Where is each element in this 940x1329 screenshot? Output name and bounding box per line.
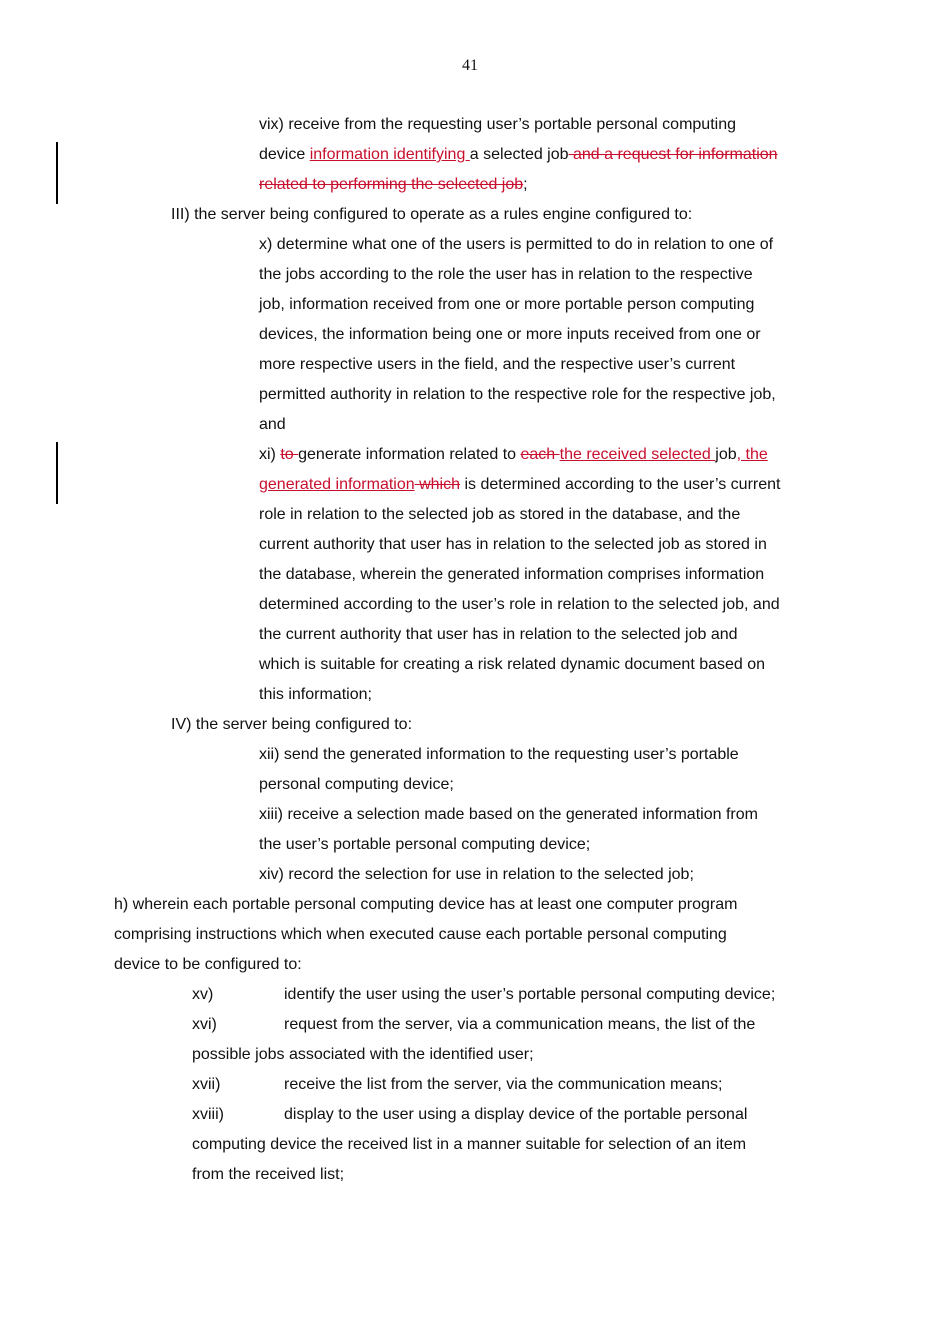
- deleted-text: related to performing the selected job: [259, 176, 524, 193]
- deleted-text: which: [414, 476, 461, 493]
- clause-xi-line: [259, 445, 768, 465]
- text: xi): [259, 446, 281, 463]
- clause-xv: [192, 985, 775, 1005]
- clause-x-line: devices, the information being one or more inputs received from one or: [259, 326, 761, 343]
- clause-h-line: comprising instructions which when executed cause each portable personal computing: [114, 926, 727, 943]
- clause-x-line: the jobs according to the role the user has in relation to the respective: [259, 266, 753, 283]
- text: is determined according to the user’s current: [460, 476, 781, 493]
- clause-x-line: more respective users in the field, and the respective user’s current: [259, 356, 736, 373]
- deleted-text: and a request for information: [568, 146, 778, 163]
- clause-text: request from the server, via a communication means, the list of the: [284, 1016, 756, 1033]
- clause-x-line: and: [259, 416, 286, 433]
- clause-text: identify the user using the user’s portable personal computing device;: [284, 986, 776, 1003]
- clause-xvii: [192, 1075, 722, 1095]
- clause-xii-line: xii) send the generated information to the requesting user’s portable: [259, 746, 739, 763]
- clause-III: III) the server being configured to operate as a rules engine configured to:: [171, 206, 693, 223]
- clause-xvi: [192, 1015, 755, 1035]
- clause-xviii-cont: from the received list;: [192, 1166, 345, 1183]
- clause-xi-line: [259, 475, 780, 495]
- inserted-text: , the: [736, 446, 768, 463]
- text: ;: [523, 176, 528, 193]
- clause-xi-line: the current authority that user has in relation to the selected job and: [259, 626, 738, 643]
- inserted-text: the received selected: [559, 446, 716, 463]
- page-number: 41: [462, 57, 478, 74]
- clause-xiii-line: the user’s portable personal computing device;: [259, 836, 591, 853]
- clause-xviii-cont: computing device the received list in a manner suitable for selection of an item: [192, 1136, 747, 1153]
- clause-xi-line: determined according to the user’s role in relation to the selected job, and: [259, 596, 780, 613]
- clause-text: display to the user using a display device of the portable personal: [284, 1106, 748, 1123]
- text: job: [715, 446, 737, 463]
- text: a selected job: [469, 146, 569, 163]
- inserted-text: generated information: [259, 476, 415, 493]
- deleted-text: to: [280, 446, 299, 463]
- clause-vix-line: [259, 145, 778, 165]
- clause-vix-line: vix) receive from the requesting user’s portable personal computing: [259, 116, 736, 133]
- clause-label: xv): [192, 986, 214, 1003]
- clause-x-line: x) determine what one of the users is permitted to do in relation to one of: [259, 236, 774, 253]
- clause-xi-line: which is suitable for creating a risk related dynamic document based on: [259, 656, 766, 673]
- change-bar: [56, 442, 58, 504]
- clause-xiv: xiv) record the selection for use in relation to the selected job;: [259, 866, 694, 883]
- clause-xvi-cont: possible jobs associated with the identified user;: [192, 1046, 534, 1063]
- clause-IV: IV) the server being configured to:: [171, 716, 413, 733]
- change-bar: [56, 142, 58, 204]
- inserted-text: information identifying: [309, 146, 470, 163]
- clause-label: xvi): [192, 1016, 217, 1033]
- clause-x-line: job, information received from one or more portable person computing: [259, 296, 755, 313]
- clause-xii-line: personal computing device;: [259, 776, 454, 793]
- clause-xviii: [192, 1105, 747, 1125]
- deleted-text: each: [520, 446, 560, 463]
- clause-xiii-line: xiii) receive a selection made based on the generated information from: [259, 806, 758, 823]
- clause-xi-line: current authority that user has in relation to the selected job as stored in: [259, 536, 767, 553]
- clause-label: xviii): [192, 1106, 224, 1123]
- clause-h-line: h) wherein each portable personal computing device has at least one computer program: [114, 896, 738, 913]
- clause-xi-line: role in relation to the selected job as stored in the database, and the: [259, 506, 741, 523]
- clause-xi-line: this information;: [259, 686, 372, 703]
- clause-x-line: permitted authority in relation to the respective role for the respective job,: [259, 386, 776, 403]
- clause-label: xvii): [192, 1076, 221, 1093]
- text: device: [259, 146, 310, 163]
- clause-xi-line: the database, wherein the generated information comprises information: [259, 566, 765, 583]
- clause-text: receive the list from the server, via the communication means;: [284, 1076, 723, 1093]
- clause-vix-line: [259, 175, 528, 195]
- text: generate information related to: [298, 446, 521, 463]
- clause-h-line: device to be configured to:: [114, 956, 302, 973]
